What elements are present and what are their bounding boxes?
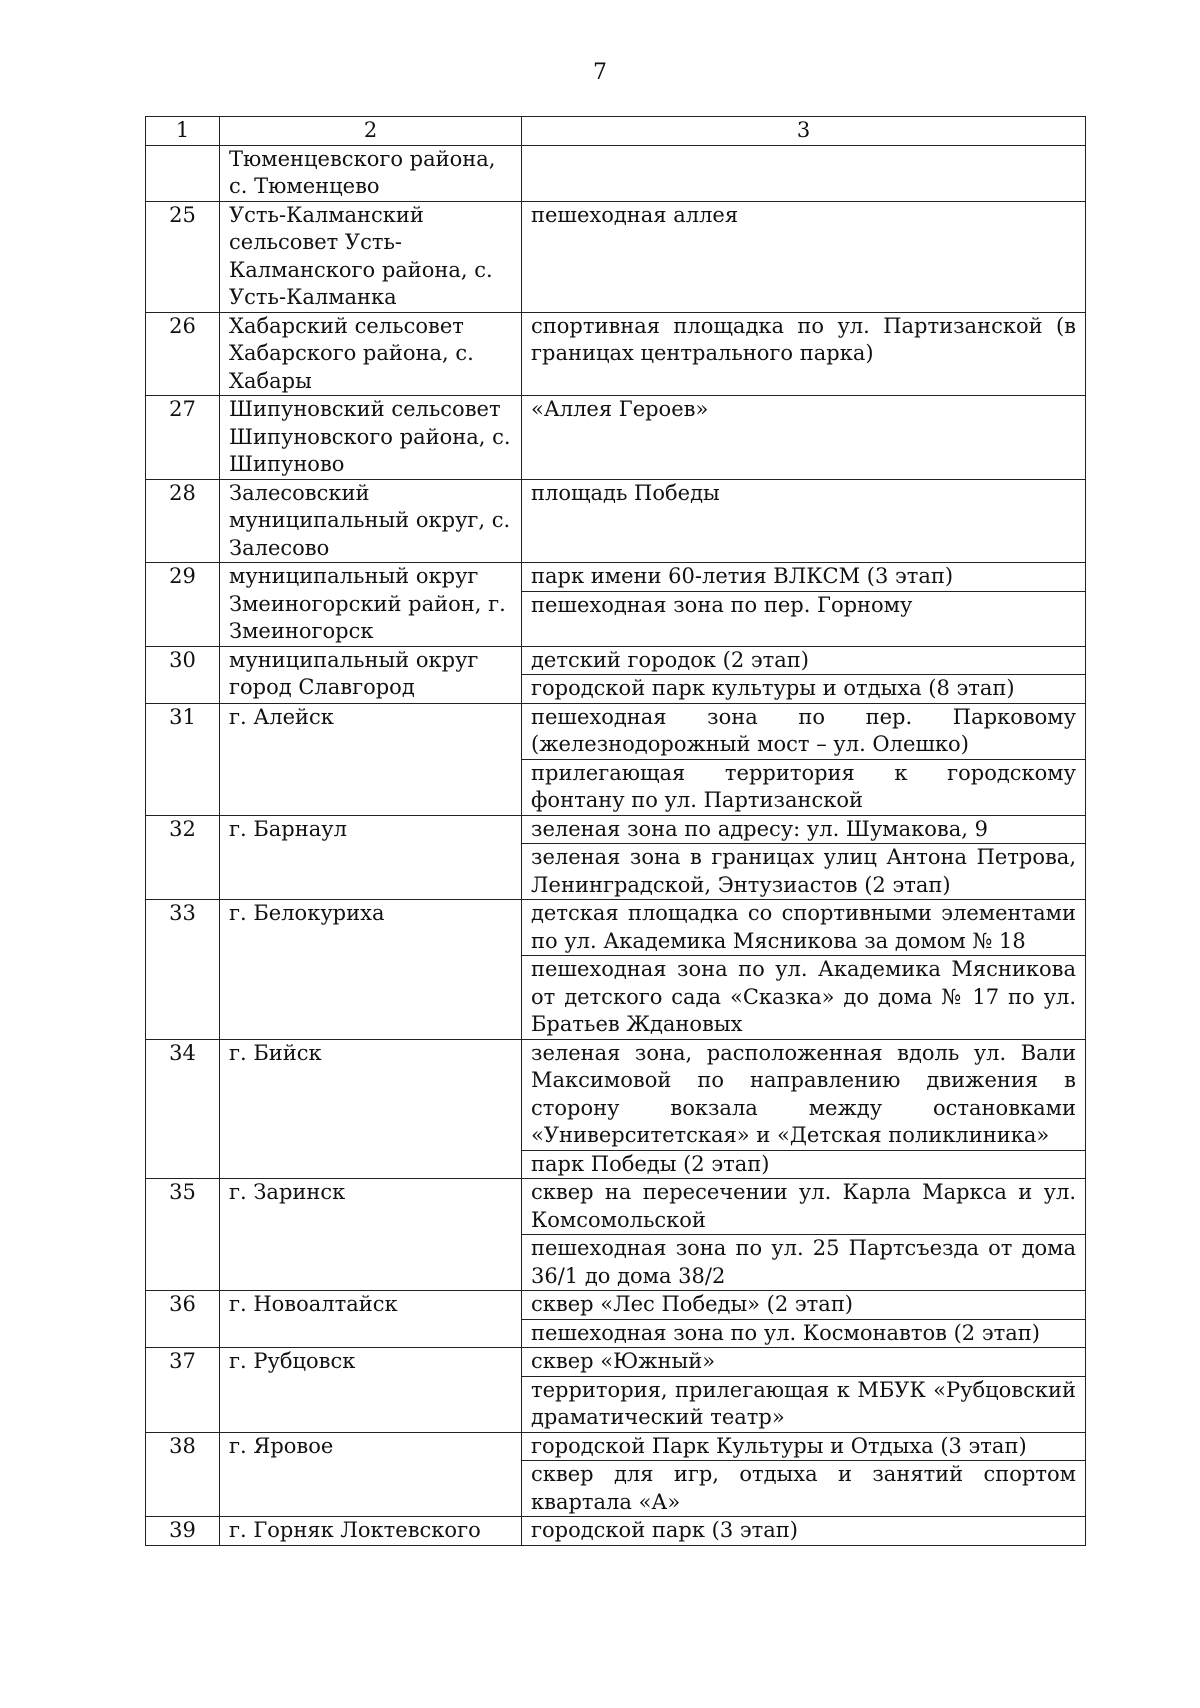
- municipality-cell: г. Барнаул: [220, 815, 522, 900]
- municipality-cell: муниципальный округ Змеиногорский район, г. Змеиногорск: [220, 563, 522, 647]
- objects-cell: [522, 1432, 1086, 1517]
- row-number: 31: [146, 703, 220, 815]
- municipality-cell: г. Горняк Локтевского: [220, 1517, 522, 1546]
- objects-cell: [522, 703, 1086, 815]
- row-number: 36: [146, 1291, 220, 1348]
- header-col-1: 1: [146, 117, 220, 146]
- table-row: [146, 396, 1086, 480]
- table-row: [146, 312, 1086, 396]
- objects-cell: [522, 563, 1086, 647]
- object-item: детская площадка со спортивными элементами по ул. Академика Мясникова за домом № 18: [531, 901, 1076, 953]
- row-number: 27: [146, 396, 220, 480]
- municipality-cell: г. Рубцовск: [220, 1348, 522, 1433]
- object-item: пешеходная зона по ул. Академика Мясникова от детского сада «Сказка» до дома № 17 по ул. Братьев Ждановых: [522, 955, 1085, 1039]
- row-number: 35: [146, 1179, 220, 1291]
- objects-cell: [522, 312, 1086, 396]
- object-item: парк Победы (2 этап): [522, 1150, 1085, 1179]
- municipality-cell: Хабарский сельсовет Хабарского района, с. Хабары: [220, 312, 522, 396]
- table-body: [146, 145, 1086, 1545]
- municipality-cell: г. Новоалтайск: [220, 1291, 522, 1348]
- page-number: 7: [593, 60, 607, 85]
- table-row: [146, 900, 1086, 1040]
- row-number: 25: [146, 201, 220, 312]
- object-item: пешеходная зона по ул. Космонавтов (2 этап): [522, 1319, 1085, 1348]
- object-item: сквер на пересечении ул. Карла Маркса и ул. Комсомольской: [531, 1180, 1076, 1232]
- objects-cell: [522, 1039, 1086, 1179]
- object-item: пешеходная зона по пер. Парковому (железнодорожный мост – ул. Олешко): [531, 704, 1076, 756]
- row-number: 33: [146, 900, 220, 1040]
- municipality-cell: Тюменцевского района, с. Тюменцево: [220, 145, 522, 201]
- object-item: «Аллея Героев»: [531, 397, 709, 421]
- objects-cell: [522, 145, 1086, 201]
- object-item: пешеходная зона по ул. 25 Партсъезда от дома 36/1 до дома 38/2: [522, 1234, 1085, 1290]
- municipality-cell: Шипуновский сельсовет Шипуновского района, с. Шипуново: [220, 396, 522, 480]
- table-row: [146, 1179, 1086, 1291]
- municipality-cell: Усть-Калманский сельсовет Усть-Калманского района, с. Усть-Калманка: [220, 201, 522, 312]
- objects-cell: [522, 1517, 1086, 1546]
- municipality-cell: г. Заринск: [220, 1179, 522, 1291]
- table-row: [146, 201, 1086, 312]
- table-row: [146, 646, 1086, 703]
- object-item: парк имени 60-летия ВЛКСМ (3 этап): [531, 564, 954, 588]
- row-number: 29: [146, 563, 220, 647]
- object-item: площадь Победы: [531, 480, 720, 505]
- table-row: [146, 1348, 1086, 1433]
- objects-cell: [522, 1291, 1086, 1348]
- row-number: 28: [146, 479, 220, 563]
- row-number: [146, 145, 220, 201]
- row-number: 30: [146, 646, 220, 703]
- row-number: 37: [146, 1348, 220, 1433]
- object-item: зеленая зона в границах улиц Антона Петрова, Ленинградской, Энтузиастов (2 этап): [522, 843, 1085, 899]
- object-item: спортивная площадка по ул. Партизанской (в границах центрального парка): [531, 313, 1076, 365]
- objects-cell: [522, 479, 1086, 563]
- objects-cell: [522, 396, 1086, 480]
- object-item: сквер «Лес Победы» (2 этап): [531, 1292, 854, 1316]
- table-row: [146, 1291, 1086, 1348]
- municipality-cell: г. Яровое: [220, 1432, 522, 1517]
- objects-cell: [522, 1179, 1086, 1291]
- header-col-2: 2: [220, 117, 522, 146]
- object-item: сквер для игр, отдыха и занятий спортом квартала «А»: [522, 1460, 1085, 1516]
- object-item: городской парк (3 этап): [531, 1518, 798, 1542]
- object-item: городской Парк Культуры и Отдыха (3 этап): [531, 1433, 1027, 1458]
- municipality-cell: г. Белокуриха: [220, 900, 522, 1040]
- municipality-cell: г. Алейск: [220, 703, 522, 815]
- document-table: [145, 116, 1086, 1546]
- municipality-cell: Залесовский муниципальный округ, с. Залесово: [220, 479, 522, 563]
- row-number: 38: [146, 1432, 220, 1517]
- object-item: городской парк культуры и отдыха (8 этап): [522, 674, 1085, 703]
- row-number: 34: [146, 1039, 220, 1179]
- object-item: прилегающая территория к городскому фонтану по ул. Партизанской: [522, 759, 1085, 815]
- table-row: [146, 815, 1086, 900]
- object-item: пешеходная зона по пер. Горному: [522, 591, 1085, 620]
- table-row: [146, 145, 1086, 201]
- row-number: 32: [146, 815, 220, 900]
- table-row: [146, 1432, 1086, 1517]
- table-row: [146, 563, 1086, 647]
- object-item: зеленая зона по адресу: ул. Шумакова, 9: [531, 816, 988, 841]
- table-row: [146, 1517, 1086, 1546]
- row-number: 39: [146, 1517, 220, 1546]
- table-row: [146, 703, 1086, 815]
- objects-cell: [522, 1348, 1086, 1433]
- objects-cell: [522, 900, 1086, 1040]
- header-col-3: 3: [522, 117, 1086, 146]
- object-item: территория, прилегающая к МБУК «Рубцовский драматический театр»: [522, 1376, 1085, 1432]
- objects-cell: [522, 646, 1086, 703]
- object-item: детский городок (2 этап): [531, 647, 809, 672]
- objects-cell: [522, 815, 1086, 900]
- row-number: 26: [146, 312, 220, 396]
- table-header: [146, 117, 1086, 146]
- municipality-cell: муниципальный округ город Славгород: [220, 646, 522, 703]
- municipality-cell: г. Бийск: [220, 1039, 522, 1179]
- object-item: пешеходная аллея: [531, 202, 739, 227]
- objects-cell: [522, 201, 1086, 312]
- object-item: сквер «Южный»: [531, 1349, 716, 1373]
- table-row: [146, 479, 1086, 563]
- table-row: [146, 1039, 1086, 1179]
- object-item: зеленая зона, расположенная вдоль ул. Вали Максимовой по направлению движения в сторону вокзала между остановками «Университетская» и «Детская поликлиника»: [531, 1040, 1076, 1147]
